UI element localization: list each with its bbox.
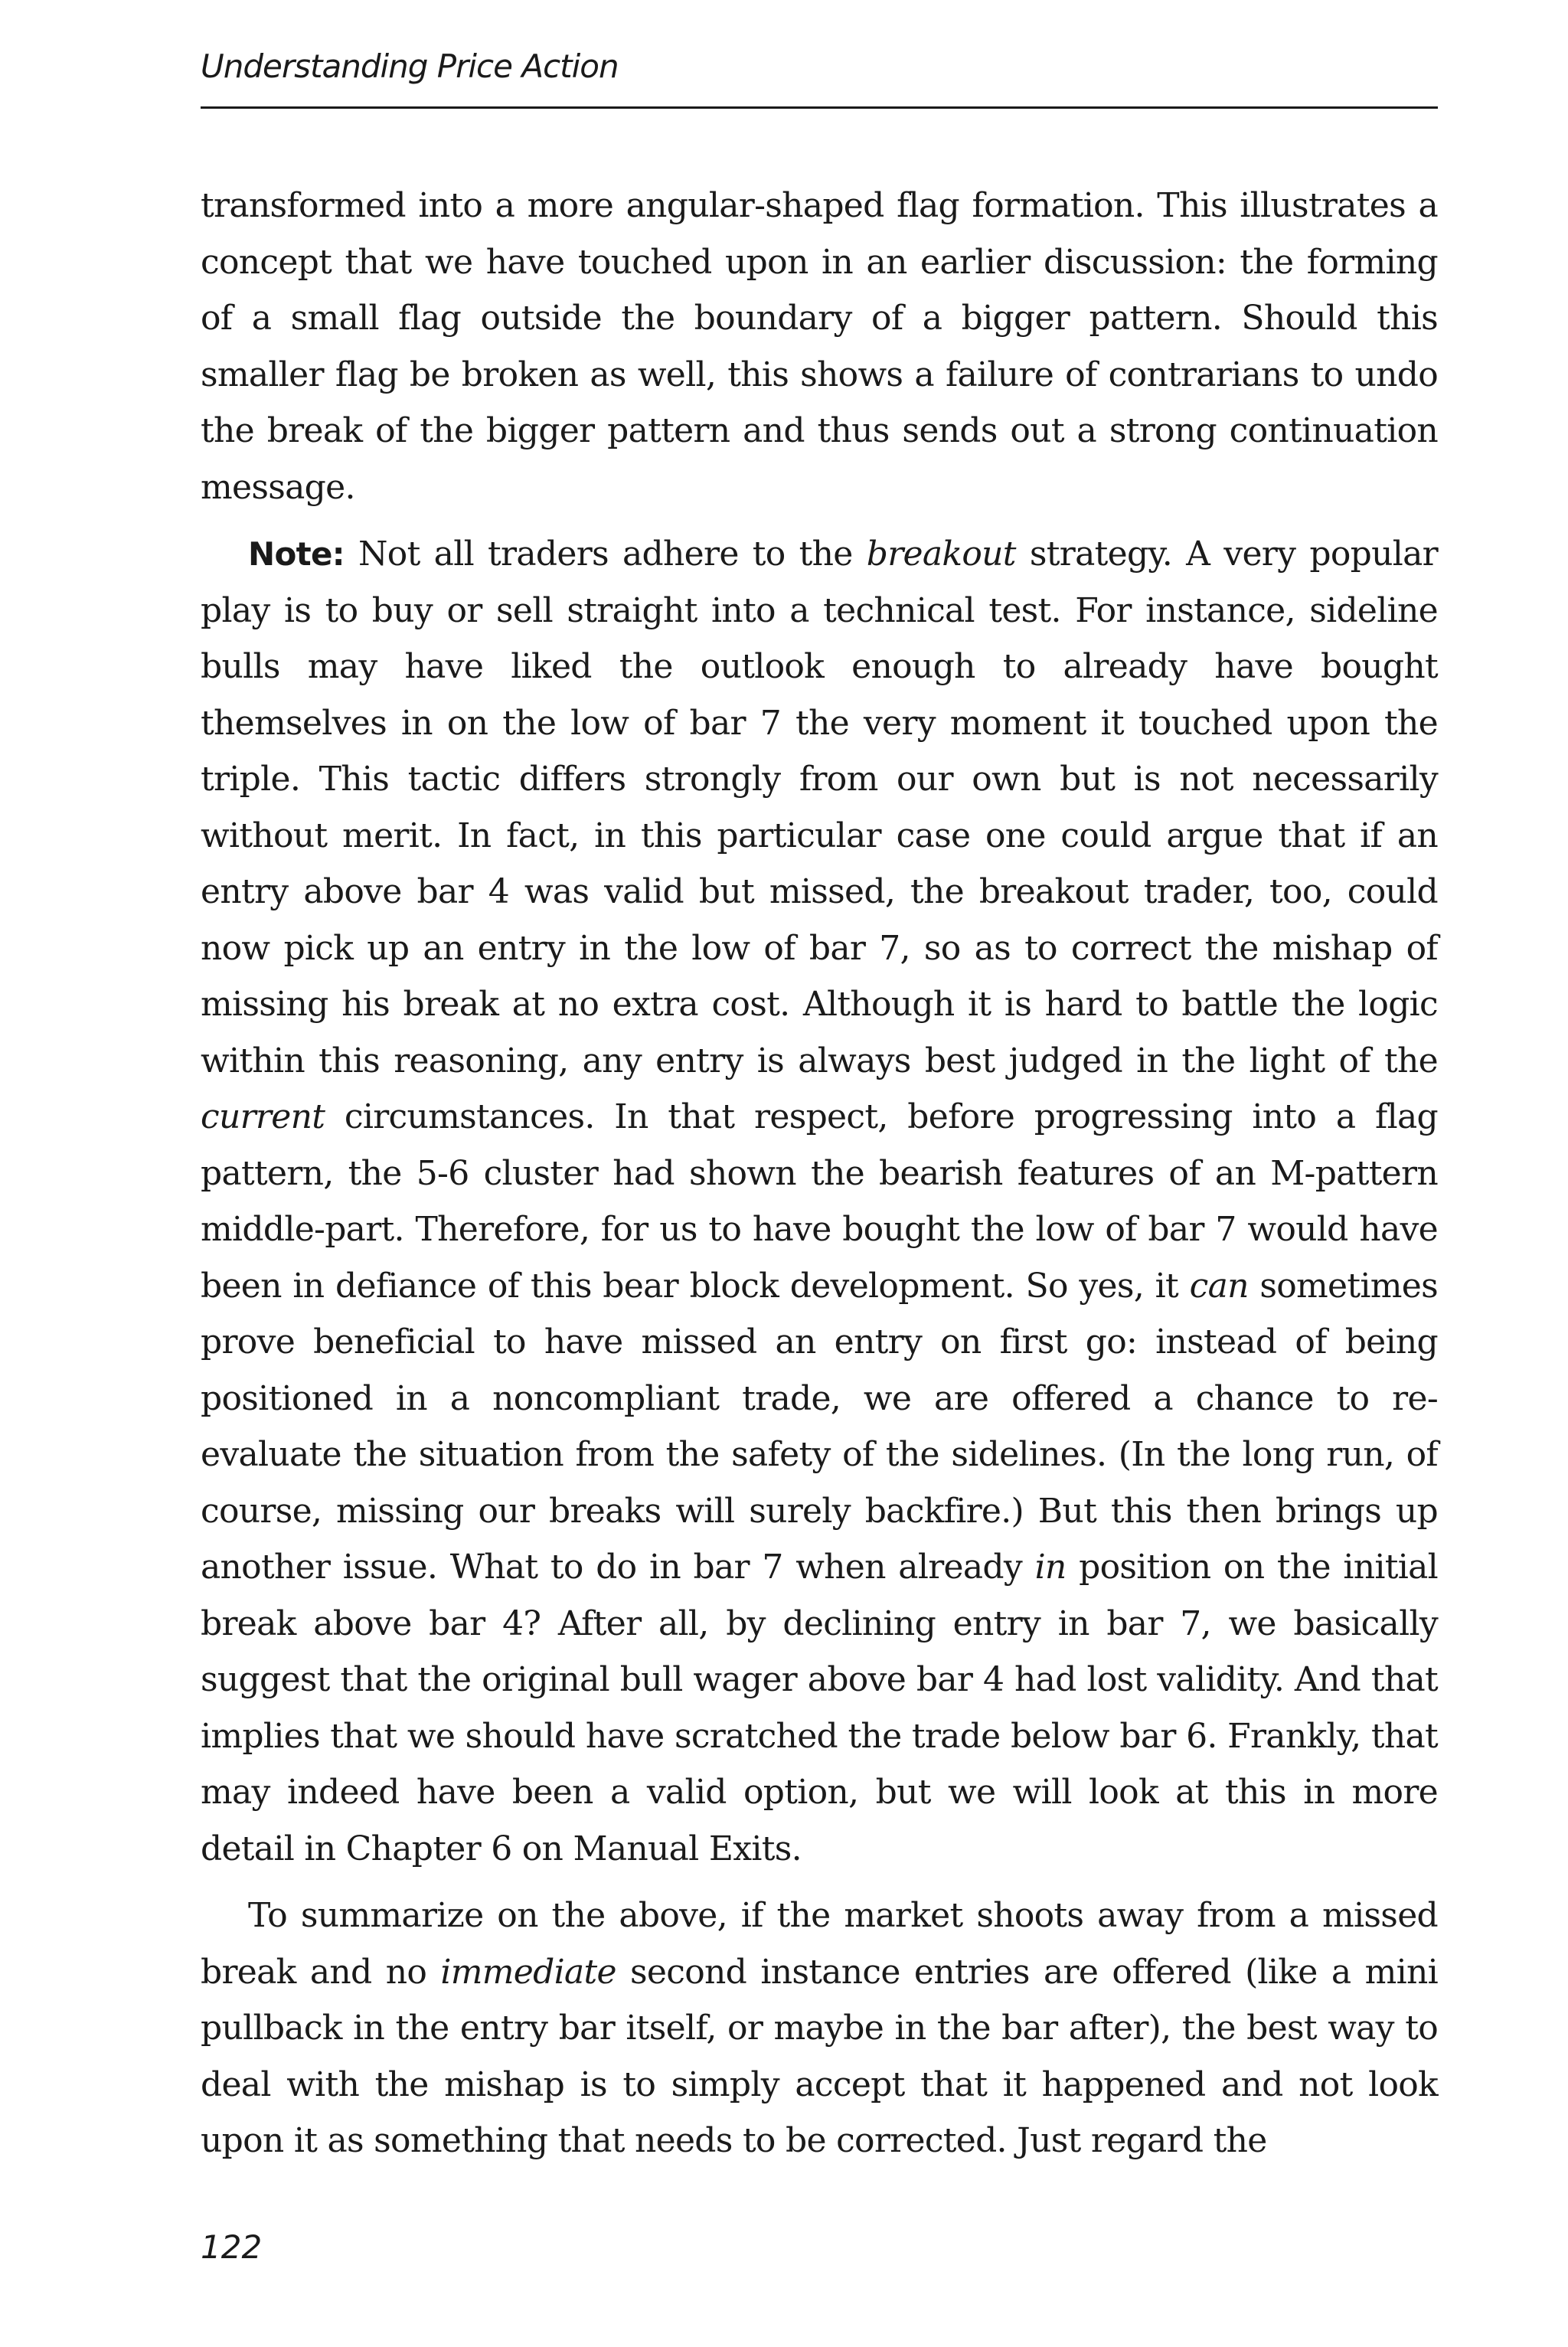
emphasis-breakout: breakout: [866, 534, 1016, 574]
note-text-2: strategy. A very popular play is to buy or sell straight into a technical test. For instance, sideline bulls may have liked the outlook enough to already have bought themselves in on the low of bar 7 the very moment it touched upon the triple. This tactic differs strongly from our own but is not necessarily without merit. In fact, in this particular case one could argue that if an entry above bar 4 was valid but missed, the breakout trader, too, could now pick up an entry in the low of bar 7, so as to correct the mishap of missing his break at no extra cost. Although it is hard to battle the logic within this reasoning, any entry is always best judged in the light of the: [201, 534, 1438, 1080]
emphasis-current: current: [201, 1097, 325, 1136]
body-text: [201, 178, 1438, 2169]
paragraph-summary: [201, 1888, 1438, 2169]
emphasis-can: can: [1189, 1266, 1249, 1306]
header-rule: [201, 106, 1438, 109]
summary-text-1: To summarize on the above, if the market shoots away from a missed break and no: [201, 1896, 1438, 1992]
emphasis-in: in: [1034, 1548, 1067, 1587]
note-text-4: sometimes prove beneficial to have missed an entry on first go: instead of being positioned in a noncompliant trade, we are offered a chance to re-evaluate the situation from the safety of the sidelines. (In the long run, of course, missing our breaks will surely backfire.) But this then brings up another issue. What to do in bar 7 when already: [201, 1266, 1438, 1587]
paragraph-note: [201, 526, 1438, 1877]
note-text-1: Not all traders adhere to the: [344, 534, 867, 574]
running-head: Understanding Price Action: [201, 47, 619, 85]
page-number: 122: [201, 2228, 263, 2266]
paragraph-continuation: transformed into a more angular-shaped flag formation. This illustrates a concept that we have touched upon in an earlier discussion: the forming of a small flag outside the boundary of a bigger pattern. Should this smaller flag be broken as well, this shows a failure of contrarians to undo the break of the bigger pattern and thus sends out a strong continuation message.: [201, 186, 1438, 507]
note-text-5: position on the initial break above bar 4? After all, by declining entry in bar 7, we basically suggest that the original bull wager above bar 4 had lost validity. And that implies that we should have scratched the trade below bar 6. Frankly, that may indeed have been a valid option, but we will look at this in more detail in Chapter 6 on Manual Exits.: [201, 1548, 1438, 1868]
emphasis-immediate: immediate: [440, 1952, 616, 1992]
summary-text-2: second instance entries are offered (like a mini pullback in the entry bar itself, or maybe in the bar after), the best way to deal with the mishap is to simply accept that it happened and not look upon it as something that needs to be corrected. Just regard the: [201, 1952, 1438, 2160]
note-text-3: circumstances. In that respect, before progressing into a flag pattern, the 5-6 cluster had shown the bearish features of an M-pattern middle-part. Therefore, for us to have bought the low of bar 7 would have been in defiance of this bear block development. So yes, it: [201, 1097, 1438, 1306]
note-label: Note:: [248, 535, 345, 573]
